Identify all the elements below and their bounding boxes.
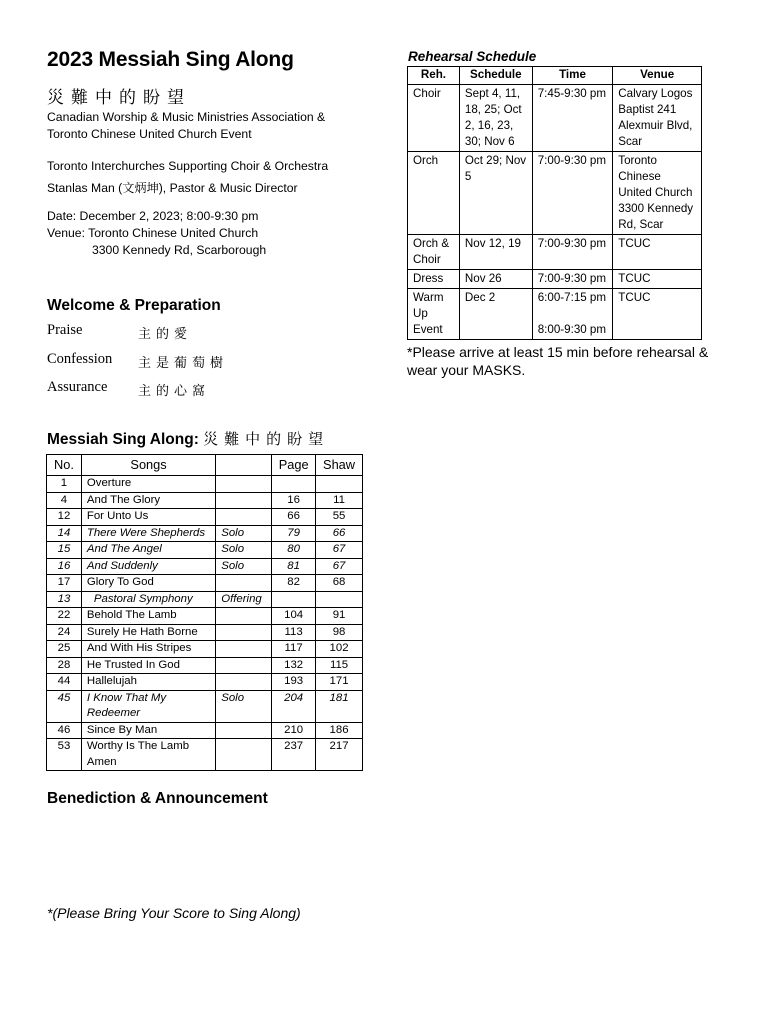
song-row xyxy=(47,575,363,592)
rehearsal-time-value: 6:00-7:15 pm xyxy=(537,291,607,304)
song-title: And With His Stripes xyxy=(81,641,215,658)
organizer-info xyxy=(47,109,325,143)
rehearsal-table-header xyxy=(408,67,702,85)
song-title: For Unto Us xyxy=(81,509,215,526)
song-title: Overture xyxy=(81,476,215,493)
song-page: 204 xyxy=(272,690,316,722)
song-title: And Suddenly xyxy=(81,558,215,575)
song-row xyxy=(47,476,363,493)
rehearsal-schedule: Nov 12, 19 xyxy=(459,235,532,270)
song-title: And The Angel xyxy=(81,542,215,559)
song-page: 210 xyxy=(272,722,316,739)
song-shaw: 68 xyxy=(316,575,363,592)
song-page: 193 xyxy=(272,674,316,691)
rehearsal-schedule: Oct 29; Nov 5 xyxy=(459,152,532,235)
song-page: 104 xyxy=(272,608,316,625)
song-note xyxy=(216,476,272,493)
col-header-songs: Songs xyxy=(81,455,215,476)
song-number: 17 xyxy=(47,575,82,592)
song-number: 1 xyxy=(47,476,82,493)
chinese-title: 災難中的盼望 xyxy=(47,88,191,108)
song-shaw: 11 xyxy=(316,492,363,509)
rehearsal-row xyxy=(408,289,702,340)
rehearsal-time-value: 7:00-9:30 pm xyxy=(537,237,607,250)
col-header-reh: Reh. xyxy=(408,67,460,85)
col-header-venue: Venue xyxy=(613,67,702,85)
song-note: Solo xyxy=(216,558,272,575)
song-row xyxy=(47,690,363,722)
rehearsal-venue: TCUC xyxy=(613,235,702,270)
rehearsal-schedule: Dec 2 xyxy=(459,289,532,340)
song-shaw xyxy=(316,591,363,608)
song-page: 16 xyxy=(272,492,316,509)
welcome-item-assurance: Assurance xyxy=(47,379,108,395)
event-details xyxy=(47,208,266,259)
rehearsal-time xyxy=(532,235,613,270)
song-page: 79 xyxy=(272,525,316,542)
song-row xyxy=(47,722,363,739)
welcome-item-confession-zh: 主是葡萄樹 xyxy=(138,356,229,371)
song-page: 80 xyxy=(272,542,316,559)
song-shaw: 98 xyxy=(316,624,363,641)
song-page xyxy=(272,591,316,608)
song-title: Behold The Lamb xyxy=(81,608,215,625)
song-shaw: 181 xyxy=(316,690,363,722)
song-note: Solo xyxy=(216,690,272,722)
song-page: 237 xyxy=(272,739,316,771)
rehearsal-type: Warm Up Event xyxy=(408,289,460,340)
song-shaw: 186 xyxy=(316,722,363,739)
song-shaw xyxy=(316,476,363,493)
song-row xyxy=(47,525,363,542)
song-number: 13 xyxy=(47,591,82,608)
director-line: Stanlas Man (文炳坤), Pastor & Music Director xyxy=(47,181,298,195)
song-note: Solo xyxy=(216,525,272,542)
rehearsal-time xyxy=(532,270,613,289)
rehearsal-row xyxy=(408,235,702,270)
song-row xyxy=(47,608,363,625)
song-row xyxy=(47,739,363,771)
rehearsal-time xyxy=(532,152,613,235)
song-note xyxy=(216,624,272,641)
song-number: 4 xyxy=(47,492,82,509)
song-shaw: 67 xyxy=(316,542,363,559)
song-number: 16 xyxy=(47,558,82,575)
song-title: Pastoral Symphony xyxy=(81,591,215,608)
song-row xyxy=(47,657,363,674)
event-venue: Venue: Toronto Chinese United Church xyxy=(47,226,259,240)
song-title: I Know That My Redeemer xyxy=(81,690,215,722)
rehearsal-schedule: Sept 4, 11, 18, 25; Oct 2, 16, 23, 30; Nov 6 xyxy=(459,85,532,152)
rehearsal-row xyxy=(408,270,702,289)
organizer-line-2: Toronto Chinese United Church Event xyxy=(47,127,252,141)
song-row xyxy=(47,591,363,608)
song-note xyxy=(216,657,272,674)
song-note xyxy=(216,608,272,625)
song-note xyxy=(216,492,272,509)
rehearsal-time xyxy=(532,289,613,340)
song-number: 15 xyxy=(47,542,82,559)
song-shaw: 115 xyxy=(316,657,363,674)
song-number: 53 xyxy=(47,739,82,771)
col-header-shaw: Shaw xyxy=(316,455,363,476)
song-page: 82 xyxy=(272,575,316,592)
song-title: Worthy Is The Lamb Amen xyxy=(81,739,215,771)
rehearsal-table xyxy=(407,66,702,340)
song-number: 24 xyxy=(47,624,82,641)
rehearsal-title: Rehearsal Schedule xyxy=(408,49,537,64)
song-number: 14 xyxy=(47,525,82,542)
song-shaw: 55 xyxy=(316,509,363,526)
rehearsal-time-value: 7:45-9:30 pm xyxy=(537,87,607,100)
song-note: Offering xyxy=(216,591,272,608)
rehearsal-type: Dress xyxy=(408,270,460,289)
song-shaw: 217 xyxy=(316,739,363,771)
rehearsal-venue: TCUC xyxy=(613,289,702,340)
welcome-item-praise-zh: 主的愛 xyxy=(138,327,193,342)
song-row xyxy=(47,674,363,691)
song-note xyxy=(216,641,272,658)
page-title: 2023 Messiah Sing Along xyxy=(47,48,294,71)
singalong-heading xyxy=(47,428,329,449)
rehearsal-note: *Please arrive at least 15 min before rehearsal & wear your MASKS. xyxy=(407,344,709,378)
rehearsal-venue: Calvary Logos Baptist 241 Alexmuir Blvd, Scar xyxy=(613,85,702,152)
song-row xyxy=(47,492,363,509)
rehearsal-row xyxy=(408,152,702,235)
col-header-schedule: Schedule xyxy=(459,67,532,85)
song-title: Surely He Hath Borne xyxy=(81,624,215,641)
song-note: Solo xyxy=(216,542,272,559)
song-shaw: 67 xyxy=(316,558,363,575)
col-header-page: Page xyxy=(272,455,316,476)
song-shaw: 91 xyxy=(316,608,363,625)
song-number: 28 xyxy=(47,657,82,674)
rehearsal-schedule: Nov 26 xyxy=(459,270,532,289)
song-row xyxy=(47,509,363,526)
song-page: 81 xyxy=(272,558,316,575)
event-date: Date: December 2, 2023; 8:00-9:30 pm xyxy=(47,209,259,223)
choir-line: Toronto Interchurches Supporting Choir & Orchestra xyxy=(47,159,329,173)
song-note xyxy=(216,674,272,691)
song-shaw: 66 xyxy=(316,525,363,542)
song-row xyxy=(47,558,363,575)
welcome-item-assurance-zh: 主的心窩 xyxy=(138,384,211,399)
song-number: 44 xyxy=(47,674,82,691)
rehearsal-time xyxy=(532,85,613,152)
song-title: There Were Shepherds xyxy=(81,525,215,542)
song-page: 117 xyxy=(272,641,316,658)
song-page: 132 xyxy=(272,657,316,674)
song-title: He Trusted In God xyxy=(81,657,215,674)
song-note xyxy=(216,739,272,771)
rehearsal-type: Orch & Choir xyxy=(408,235,460,270)
welcome-heading: Welcome & Preparation xyxy=(47,297,221,314)
welcome-item-praise: Praise xyxy=(47,322,83,338)
rehearsal-venue: Toronto Chinese United Church 3300 Kennedy Rd, Scar xyxy=(613,152,702,235)
rehearsal-venue: TCUC xyxy=(613,270,702,289)
organizer-line-1: Canadian Worship & Music Ministries Association & xyxy=(47,110,326,124)
song-title: Glory To God xyxy=(81,575,215,592)
song-row xyxy=(47,624,363,641)
song-title: Since By Man xyxy=(81,722,215,739)
song-row xyxy=(47,641,363,658)
song-number: 46 xyxy=(47,722,82,739)
songs-table-header xyxy=(47,455,363,476)
song-note xyxy=(216,722,272,739)
singalong-heading-text: Messiah Sing Along: xyxy=(47,431,199,448)
song-page: 66 xyxy=(272,509,316,526)
rehearsal-time-value-2: 8:00-9:30 pm xyxy=(537,323,607,336)
col-header-time: Time xyxy=(532,67,613,85)
rehearsal-row xyxy=(408,85,702,152)
col-header-no: No. xyxy=(47,455,82,476)
song-page: 113 xyxy=(272,624,316,641)
song-number: 22 xyxy=(47,608,82,625)
rehearsal-time-value: 7:00-9:30 pm xyxy=(537,272,607,285)
footer-note: *(Please Bring Your Score to Sing Along) xyxy=(47,905,301,921)
welcome-item-confession: Confession xyxy=(47,351,113,367)
songs-table xyxy=(46,454,363,771)
song-shaw: 102 xyxy=(316,641,363,658)
song-note xyxy=(216,575,272,592)
singalong-heading-zh: 災難中的盼望 xyxy=(203,430,330,448)
song-title: And The Glory xyxy=(81,492,215,509)
song-row xyxy=(47,542,363,559)
song-note xyxy=(216,509,272,526)
song-number: 25 xyxy=(47,641,82,658)
col-header-note xyxy=(216,455,272,476)
event-address: 3300 Kennedy Rd, Scarborough xyxy=(92,243,267,257)
song-number: 45 xyxy=(47,690,82,722)
song-page xyxy=(272,476,316,493)
song-shaw: 171 xyxy=(316,674,363,691)
song-title: Hallelujah xyxy=(81,674,215,691)
benediction-heading: Benediction & Announcement xyxy=(47,790,268,807)
rehearsal-time-value: 7:00-9:30 pm xyxy=(537,154,607,167)
rehearsal-type: Choir xyxy=(408,85,460,152)
song-number: 12 xyxy=(47,509,82,526)
rehearsal-type: Orch xyxy=(408,152,460,235)
